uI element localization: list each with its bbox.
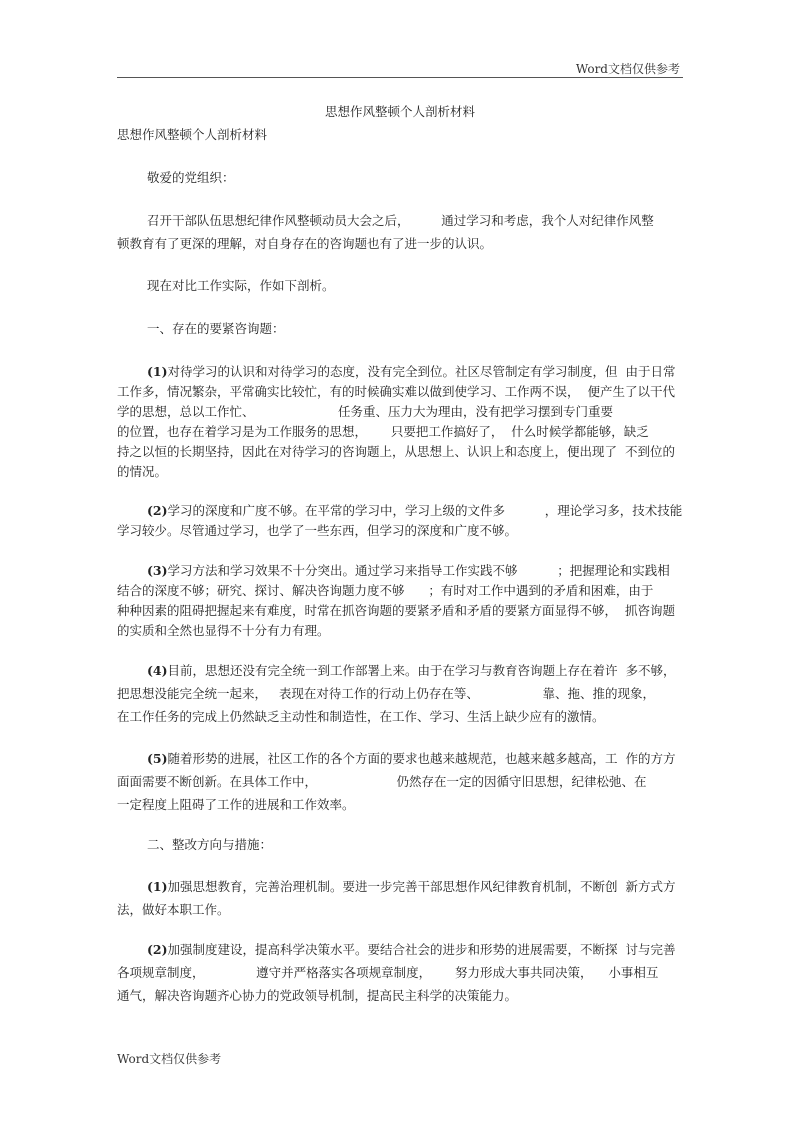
- document-subtitle: 思想作风整顿个人剖析材料: [117, 127, 268, 142]
- paragraph-line: (5)随着形势的进展，社区工作的各个方面的要求也越来越规范，也越来越多越高，工 作的方方: [147, 751, 676, 766]
- page-header: Word文档仅供参考: [575, 62, 680, 76]
- paragraph-line: 法，做好本职工作。: [117, 902, 230, 917]
- section-heading-measures: 二、整改方向与措施：: [147, 837, 273, 852]
- item-number: (5): [147, 751, 168, 766]
- paragraph-line: (1)加强思想教育，完善治理机制。要进一步完善干部思想作风纪律教育机制，不断创 新方式方: [147, 879, 676, 894]
- item-number: (2): [147, 503, 168, 518]
- paragraph-line: 的位置，也存在着学习是为工作服务的思想， 只要把工作搞好了， 什么时候学都能够，缺乏: [117, 424, 649, 439]
- document-title: 思想作风整顿个人剖析材料: [324, 104, 475, 119]
- paragraph-line: 通气，解决咨询题齐心协力的党政领导机制，提高民主科学的决策能力。: [117, 988, 518, 1003]
- paragraph-line: 的情况。: [117, 464, 168, 479]
- paragraph-line: 结合的深度不够；研究、探讨、解决咨询题力度不够 ；有时对工作中遇到的矛盾和困难，由于: [117, 583, 654, 598]
- item-number: (1): [147, 364, 168, 379]
- paragraph-line: 种种因素的阻碍把握起来有难度，时常在抓咨询题的要紧矛盾和矛盾的要紧方面显得不够， 抓咨询题: [117, 603, 675, 618]
- paragraph-line: 持之以恒的长期坚持，因此在对待学习的咨询题上，从思想上、认识上和态度上，便出现了 不到位的: [117, 444, 675, 459]
- paragraph-line: (2)加强制度建设，提高科学决策水平。要结合社会的进步和形势的进展需要，不断探 讨与完善: [147, 942, 676, 957]
- item-number: (1): [147, 879, 168, 894]
- paragraph-line: 工作多，情况繁杂，平常确实比较忙，有的时候确实难以做到使学习、工作两不误， 便产生了以干代: [117, 384, 675, 399]
- paragraph-line: (3)学习方法和学习效果不十分突出。通过学习来指导工作实践不够 ；把握理论和实践相: [147, 563, 670, 578]
- salutation: 敬爱的党组织：: [147, 170, 235, 185]
- paragraph-line: 把思想没能完全统一起来， 表现在对待工作的行动上仍存在等、 靠、拖、推的现象，: [117, 686, 655, 701]
- paragraph-line: 学的思想，总以工作忙、 任务重、压力大为理由，没有把学习摆到专门重要: [117, 404, 613, 419]
- item-number: (3): [147, 563, 168, 578]
- paragraph-line: 学习较少。尽管通过学习，也学了一些东西，但学习的深度和广度不够。: [117, 523, 518, 538]
- paragraph-line: 一定程度上阻碍了工作的进展和工作效率。: [117, 797, 355, 812]
- item-number: (4): [147, 663, 168, 678]
- paragraph-line: (1)对待学习的认识和对待学习的态度，没有完全到位。社区尽管制定有学习制度，但 由于日常: [147, 364, 676, 379]
- section-heading-problems: 一、存在的要紧咨询题：: [147, 321, 285, 336]
- paragraph-line: 各项规章制度， 遵守并严格落实各项规章制度， 努力形成大事共同决策， 小事相互: [117, 965, 659, 980]
- intro-line: 召开干部队伍思想纪律作风整顿动员大会之后， 通过学习和考虑，我个人对纪律作风整: [147, 213, 654, 228]
- header-rule: [117, 77, 683, 78]
- paragraph-line: (4)目前，思想还没有完全统一到工作部署上来。由于在学习与教育咨询题上存在着许 多不够，: [147, 663, 676, 678]
- page-footer: Word文档仅供参考: [117, 1052, 222, 1066]
- paragraph-line: 在工作任务的完成上仍然缺乏主动性和制造性，在工作、学习、生活上缺少应有的激情。: [117, 709, 605, 724]
- transition-paragraph: 现在对比工作实际，作如下剖析。: [147, 278, 335, 293]
- intro-line: 顿教育有了更深的理解，对自身存在的咨询题也有了进一步的认识。: [117, 236, 493, 251]
- paragraph-line: (2)学习的深度和广度不够。在平常的学习中，学习上级的文件多 ，理论学习多，技术技能: [147, 503, 683, 518]
- item-number: (2): [147, 942, 168, 957]
- paragraph-line: 面面需要不断创新。在具体工作中， 仍然存在一定的因循守旧思想，纪律松弛、在: [117, 774, 647, 789]
- paragraph-line: 的实质和全然也显得不十分有力有理。: [117, 623, 330, 638]
